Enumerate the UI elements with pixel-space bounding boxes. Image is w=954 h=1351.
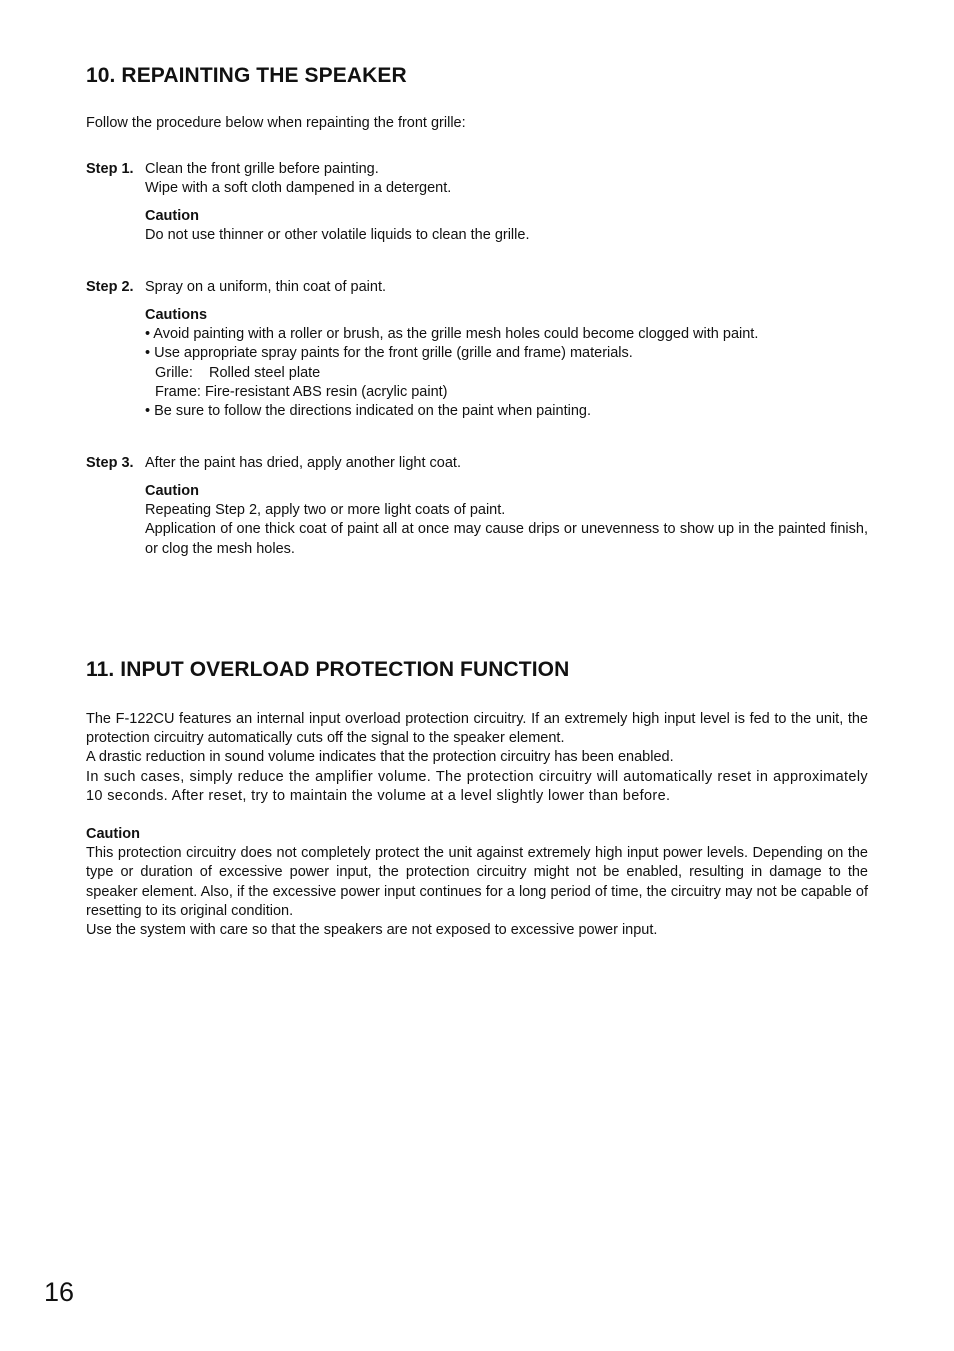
step-1-line-1: Clean the front grille before painting. [145, 161, 379, 177]
section-11-para-3: In such cases, simply reduce the amplifier volume. The protection circuitry will automatically reset in approximately 10 seconds. After reset, try to maintain the volume at a level slightly lower than before. [86, 768, 868, 804]
section-11-title: 11. INPUT OVERLOAD PROTECTION FUNCTION [86, 658, 570, 681]
step-1-caution [145, 207, 868, 245]
section-10-intro: Follow the procedure below when repainting the front grille: [86, 115, 466, 131]
section-11-caution-title: Caution [86, 826, 140, 842]
grille-key: Grille: [155, 364, 193, 381]
section-11-body [86, 710, 868, 806]
step-1-label: Step 1. [86, 161, 134, 177]
section-11-para-1: The F-122CU features an internal input overload protection circuitry. If an extremely high input level is fed to the unit, the protection circuitry automatically cuts off the signal to the speaker element. [86, 711, 868, 747]
grille-material-row [145, 364, 868, 383]
frame-material-row [145, 383, 868, 402]
section-11-para-2: A drastic reduction in sound volume indicates that the protection circuitry has been enabled. [86, 749, 674, 766]
step-2-bullet-2: • Use appropriate spray paints for the front grille (grille and frame) materials. [145, 345, 633, 362]
step-3-line-1: After the paint has dried, apply another light coat. [145, 455, 461, 471]
frame-value: Fire-resistant ABS resin (acrylic paint) [204, 383, 448, 400]
step-2-bullet-1: • Avoid painting with a roller or brush, as the grille mesh holes could become clogged with paint. [145, 326, 759, 343]
step-3-caution-title: Caution [145, 483, 199, 499]
step-2-cautions-title: Cautions [145, 307, 208, 323]
step-3-label: Step 3. [86, 455, 134, 471]
section-10-title: 10. REPAINTING THE SPEAKER [86, 64, 407, 87]
step-2-bullet-3: • Be sure to follow the directions indicated on the paint when painting. [145, 403, 591, 420]
page-number: 16 [44, 1277, 75, 1307]
step-3-caution [145, 482, 868, 559]
step-1-line-2: Wipe with a soft cloth dampened in a detergent. [145, 180, 452, 197]
step-1-body [145, 160, 868, 198]
step-2-label: Step 2. [86, 279, 134, 295]
step-1-caution-title: Caution [145, 208, 199, 224]
section-11-caution-text-2: Use the system with care so that the speakers are not exposed to excessive power input. [86, 922, 658, 939]
step-3-caution-line-1: Repeating Step 2, apply two or more light coats of paint. [145, 502, 506, 519]
step-1-caution-text: Do not use thinner or other volatile liquids to clean the grille. [145, 227, 530, 244]
section-11-caution-text: This protection circuitry does not completely protect the unit against extremely high input power levels. Depending on the type or duration of excessive power input, the protection circuitry might not be enabled, resulting in damage to the speaker element. Also, if the excessive power input continues for a long period of time, the circuitry may not be capable of resetting to its original condition. [86, 845, 868, 919]
step-3-caution-line-2: Application of one thick coat of paint all at once may cause drips or unevenness to show up in the painted finish, or clog the mesh holes. [145, 521, 868, 557]
section-11-caution [86, 825, 868, 940]
frame-key: Frame: [155, 383, 201, 400]
step-2-cautions [145, 306, 868, 421]
grille-value: Rolled steel plate [209, 364, 321, 381]
step-2-line-1: Spray on a uniform, thin coat of paint. [145, 279, 386, 295]
